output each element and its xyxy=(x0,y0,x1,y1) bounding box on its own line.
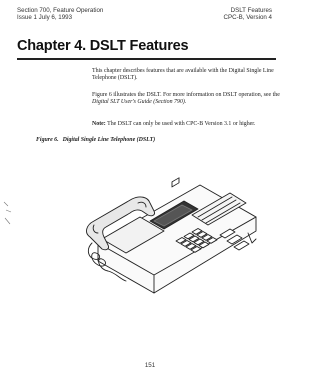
scan-mark xyxy=(2,198,16,228)
title-rule xyxy=(17,58,276,60)
note-label: Note: xyxy=(92,121,106,127)
page-number: 151 xyxy=(144,362,156,369)
header-version: CPC-B, Version 4 xyxy=(223,14,272,22)
figure-reference-paragraph xyxy=(92,92,282,106)
note-text: The DSLT can only be used with CPC-B Version 3.1 or higher. xyxy=(105,121,256,127)
running-header-left xyxy=(17,7,103,22)
figure-label: Figure 6. xyxy=(36,137,59,143)
header-section: Section 700, Feature Operation xyxy=(17,7,104,14)
intro-paragraph: This chapter describes features that are available with the Digital Single Line Telephone (DSLT). xyxy=(92,68,274,82)
running-header-right xyxy=(224,7,273,22)
telephone-illustration xyxy=(80,165,266,305)
header-issue: Issue 1 July 6, 1993 xyxy=(17,14,73,22)
figure-title: Digital Single Line Telephone (DSLT) xyxy=(62,137,156,143)
chapter-title: Chapter 4. DSLT Features xyxy=(17,38,189,54)
figure-caption xyxy=(36,137,155,143)
note-paragraph xyxy=(92,121,282,128)
user-guide-reference: Digital SLT User's Guide (Section 790). xyxy=(92,99,187,106)
header-topic: DSLT Features xyxy=(230,7,272,14)
figure-reference-text: Figure 6 illustrates the DSLT. For more information on DSLT operation, see the xyxy=(92,92,280,98)
